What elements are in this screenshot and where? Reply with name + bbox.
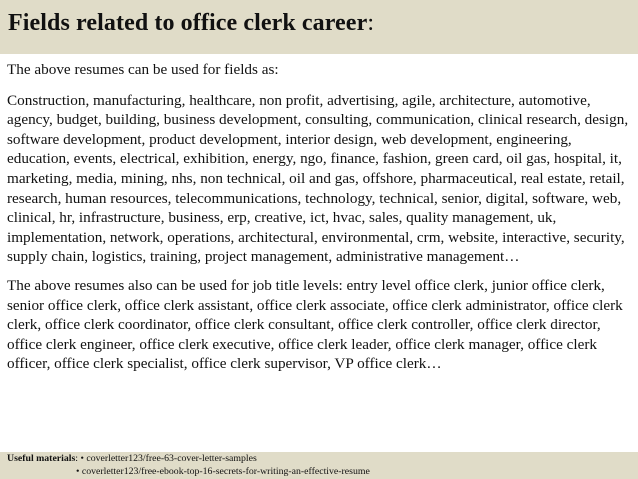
footer-row-2 bbox=[7, 466, 638, 479]
footer-link-cover-letter[interactable]: : • coverletter123/free-63-cover-letter-samples bbox=[75, 453, 257, 464]
title-bar bbox=[0, 0, 638, 54]
page-title-text: Fields related to office clerk career bbox=[8, 10, 368, 36]
footer-link-ebook[interactable]: • coverletter123/free-ebook-top-16-secrets-for-writing-an-effective-resume bbox=[76, 465, 370, 477]
fields-paragraph: Construction, manufacturing, healthcare, non profit, advertising, agile, architecture, automotive, agency, budget, building, business development, consulting, communication, clinical research, design, software development, product development, interior design, web development, engineering, education, events, electrical, exhibition, energy, ngo, finance, fashion, green card, oil gas, hospital, it, marketing, media, mining, nhs, non technical, oil and gas, offshore, pharmaceutical, real estate, retail, research, human resources, telecommunications, technology, technical, senior, digital, software, web, clinical, hr, infrastructure, business, erp, creative, ict, hvac, sales, quality management, uk, implementation, network, operations, architectural, environmental, crm, website, interactive, security, supply chain, logistics, training, project management, administrative management… bbox=[7, 91, 629, 266]
footer-row-1 bbox=[7, 453, 638, 466]
footer bbox=[0, 452, 638, 479]
job-levels-paragraph: The above resumes also can be used for job title levels: entry level office clerk, junior office clerk, senior office clerk, office clerk assistant, office clerk associate, office clerk administrator, office clerk clerk, office clerk coordinator, office clerk consultant, office clerk controller, office clerk director, office clerk engineer, office clerk executive, office clerk leader, office clerk manager, office clerk officer, office clerk specialist, office clerk supervisor, VP office clerk… bbox=[7, 276, 623, 373]
page-title bbox=[8, 10, 638, 37]
page-title-colon: : bbox=[367, 10, 375, 36]
footer-label: Useful materials bbox=[7, 453, 76, 464]
main-content bbox=[7, 60, 633, 374]
intro-text: The above resumes can be used for fields as: bbox=[7, 61, 279, 78]
